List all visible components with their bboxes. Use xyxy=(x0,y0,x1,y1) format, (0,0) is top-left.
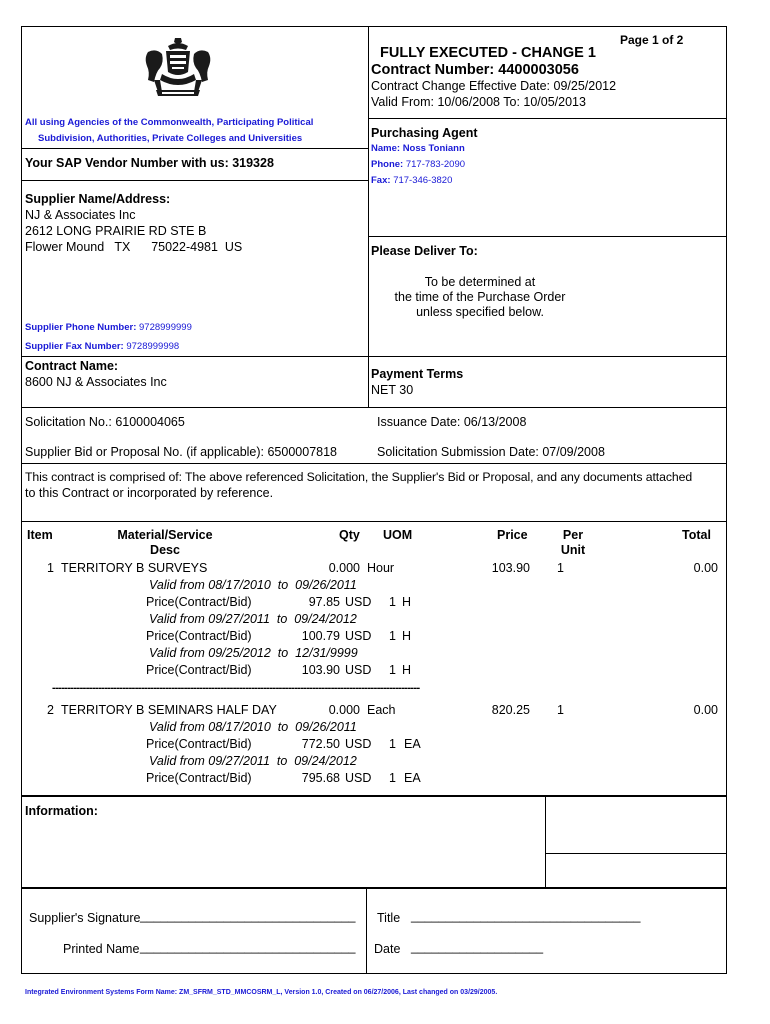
period-price: 100.79 xyxy=(301,629,340,643)
printed-name-line[interactable]: _______________________________ xyxy=(140,940,356,954)
deliver-line-1: To be determined at xyxy=(424,275,536,289)
period-unit: H xyxy=(402,595,412,609)
deliver-line-2: the time of the Purchase Order xyxy=(394,290,566,304)
period-price: 795.68 xyxy=(301,771,340,785)
period-qty: 1 xyxy=(389,663,396,677)
item-description: TERRITORY B SEMINARS HALF DAY xyxy=(61,703,277,717)
comprised-line-2: to this Contract or incorporated by reference. xyxy=(25,486,274,500)
page-number: Page 1 of 2 xyxy=(620,33,684,47)
supplier-signature-line[interactable]: _______________________________ xyxy=(140,909,356,923)
header-desc: Desc xyxy=(150,543,180,557)
item-total: 0.00 xyxy=(693,561,718,575)
information-divider xyxy=(545,796,546,888)
item-qty: 0.000 xyxy=(328,703,360,717)
item-per: 1 xyxy=(557,561,564,575)
divider-agencies xyxy=(21,148,368,149)
header-price: Price xyxy=(497,528,528,542)
period-unit: EA xyxy=(404,771,421,785)
agencies-line-1: All using Agencies of the Commonwealth, Participating Political xyxy=(25,117,314,128)
price-label: Price(Contract/Bid) xyxy=(146,663,252,677)
header-material: Material/Service xyxy=(117,528,213,542)
agent-name-value: Noss Toniann xyxy=(402,143,465,154)
column-divider xyxy=(368,26,369,407)
item-price: 820.25 xyxy=(491,703,530,717)
period-unit: H xyxy=(402,629,412,643)
agent-fax xyxy=(371,175,452,186)
vendor-number: Your SAP Vendor Number with us: 319328 xyxy=(25,156,274,170)
signature-divider xyxy=(366,888,367,974)
header-uom: UOM xyxy=(383,528,413,542)
divider-deliver-top xyxy=(368,236,727,237)
item-qty: 0.000 xyxy=(328,561,360,575)
period-price: 97.85 xyxy=(308,595,340,609)
contract-number-label: Contract Number: xyxy=(371,62,495,78)
item-description: TERRITORY B SURVEYS xyxy=(61,561,208,575)
period-currency: USD xyxy=(345,663,372,677)
status-title: FULLY EXECUTED - CHANGE 1 xyxy=(380,45,596,61)
price-label: Price(Contract/Bid) xyxy=(146,595,252,609)
supplier-title: Supplier Name/Address: xyxy=(25,192,171,206)
validity-period: Valid from 08/17/2010 to 09/26/2011 xyxy=(149,578,357,592)
item-total: 0.00 xyxy=(693,703,718,717)
supplier-phone-value: 9728999999 xyxy=(139,322,192,333)
contract-number: 4400003056 xyxy=(498,62,579,78)
divider-agent-top xyxy=(368,118,727,119)
pennsylvania-coat-of-arms-icon xyxy=(138,36,218,98)
period-unit: EA xyxy=(404,737,421,751)
agent-name xyxy=(371,143,465,154)
agent-fax-label: Fax: xyxy=(371,175,391,186)
information-frame xyxy=(21,796,727,888)
item-per: 1 xyxy=(557,703,564,717)
item-price: 103.90 xyxy=(491,561,530,575)
information-label: Information: xyxy=(25,804,98,818)
date-label: Date xyxy=(374,942,401,956)
item-separator: ------------------------------------------------------------------------------------------------------------------------ xyxy=(52,682,420,694)
contract-name-value: 8600 NJ & Associates Inc xyxy=(25,375,167,389)
deliver-line-3: unless specified below. xyxy=(416,305,544,319)
change-effective-date: Contract Change Effective Date: 09/25/2012 xyxy=(371,79,617,93)
supplier-name: NJ & Associates Inc xyxy=(25,208,136,222)
divider-comprised xyxy=(21,463,727,464)
period-qty: 1 xyxy=(389,629,396,643)
bid-number: Supplier Bid or Proposal No. (if applicable): 6500007818 xyxy=(25,445,337,459)
header-qty: Qty xyxy=(339,528,360,542)
item-uom: Hour xyxy=(367,561,395,575)
validity-period: Valid from 09/27/2011 to 09/24/2012 xyxy=(149,754,357,768)
validity-period: Valid from 08/17/2010 to 09/26/2011 xyxy=(149,720,357,734)
contract-number-row xyxy=(371,62,579,78)
validity-period: Valid from 09/25/2012 to 12/31/9999 xyxy=(149,646,358,660)
supplier-fax xyxy=(25,341,179,352)
solicitation-number: Solicitation No.: 6100004065 xyxy=(25,415,185,429)
period-currency: USD xyxy=(345,629,372,643)
title-line[interactable]: _________________________________ xyxy=(411,909,641,923)
price-label: Price(Contract/Bid) xyxy=(146,737,252,751)
divider-vendor xyxy=(21,180,368,181)
form-footer: Integrated Environment Systems Form Name: ZM_SFRM_STD_MMCOSRM_L, Version 1.0, Created on 06/27/2006, Last changed on 03/29/2005. xyxy=(25,989,498,996)
header-item: Item xyxy=(27,528,53,542)
period-price: 772.50 xyxy=(301,737,340,751)
item-uom: Each xyxy=(367,703,396,717)
period-qty: 1 xyxy=(389,595,396,609)
supplier-city: Flower Mound TX 75022-4981 US xyxy=(25,240,243,254)
period-qty: 1 xyxy=(389,737,396,751)
information-cell-line xyxy=(545,853,727,854)
supplier-signature-label: Supplier's Signature xyxy=(29,911,141,925)
divider-solicitation xyxy=(21,407,727,408)
period-unit: H xyxy=(402,663,412,677)
agencies-line-2: Subdivision, Authorities, Private Colleges and Universities xyxy=(38,133,303,144)
supplier-fax-value: 9728999998 xyxy=(126,341,180,352)
title-label: Title xyxy=(377,911,401,925)
period-currency: USD xyxy=(345,771,372,785)
payment-terms-title: Payment Terms xyxy=(371,367,464,381)
contract-name-title: Contract Name: xyxy=(25,359,119,373)
divider-contract-name xyxy=(21,356,727,357)
agent-phone-label: Phone: xyxy=(371,159,404,170)
supplier-phone xyxy=(25,322,192,333)
item-number: 1 xyxy=(47,561,54,575)
period-currency: USD xyxy=(345,595,372,609)
deliver-title: Please Deliver To: xyxy=(371,244,478,258)
validity-period: Valid from 09/27/2011 to 09/24/2012 xyxy=(149,612,357,626)
item-number: 2 xyxy=(47,703,54,717)
printed-name-label: Printed Name xyxy=(63,942,140,956)
price-label: Price(Contract/Bid) xyxy=(146,629,252,643)
purchasing-agent-title: Purchasing Agent xyxy=(371,126,478,140)
submission-date: Solicitation Submission Date: 07/09/2008 xyxy=(377,445,605,459)
header-per: Per xyxy=(562,528,584,542)
period-currency: USD xyxy=(345,737,372,751)
valid-date-range: Valid From: 10/06/2008 To: 10/05/2013 xyxy=(371,95,586,109)
divider-table-header xyxy=(21,521,727,522)
header-unit: Unit xyxy=(560,543,586,557)
header-total: Total xyxy=(682,528,711,542)
supplier-street: 2612 LONG PRAIRIE RD STE B xyxy=(25,224,207,238)
signature-frame xyxy=(21,888,727,974)
agent-name-label: Name: xyxy=(371,143,401,154)
payment-terms-value: NET 30 xyxy=(371,383,414,397)
comprised-line-1: This contract is comprised of: The above referenced Solicitation, the Supplier's Bid or Proposal, and any documents attached xyxy=(25,470,693,484)
period-price: 103.90 xyxy=(301,663,340,677)
period-qty: 1 xyxy=(389,771,396,785)
supplier-fax-label: Supplier Fax Number: xyxy=(25,341,124,352)
date-line[interactable]: ___________________ xyxy=(411,940,544,954)
supplier-phone-label: Supplier Phone Number: xyxy=(25,322,137,333)
agent-phone-value: 717-783-2090 xyxy=(405,159,466,170)
price-label: Price(Contract/Bid) xyxy=(146,771,252,785)
agent-phone xyxy=(371,159,465,170)
issuance-date: Issuance Date: 06/13/2008 xyxy=(377,415,527,429)
agent-fax-value: 717-346-3820 xyxy=(393,175,453,186)
